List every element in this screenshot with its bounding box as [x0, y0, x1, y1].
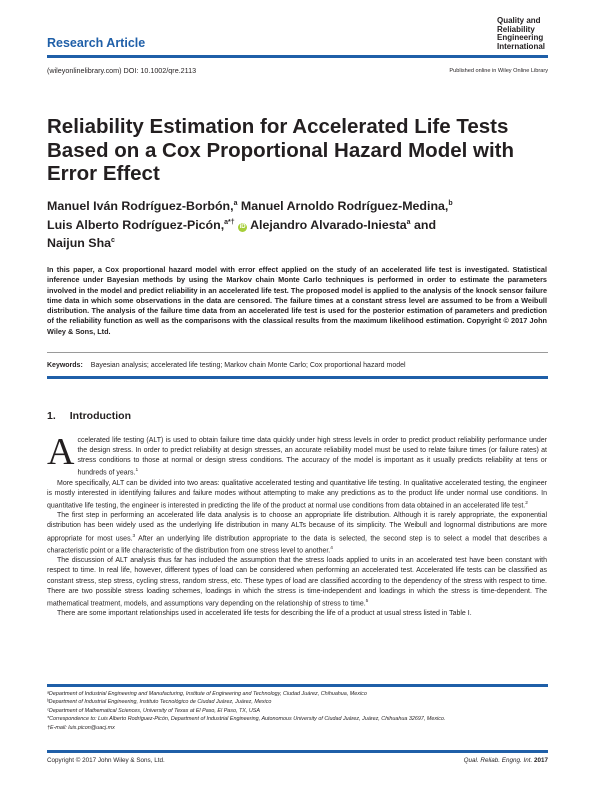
- reference-mark[interactable]: 5: [365, 598, 369, 604]
- reference-mark[interactable]: 2: [525, 500, 528, 506]
- journal-citation: Qual. Reliab. Engng. Int.: [463, 757, 533, 764]
- drop-cap: A: [47, 431, 75, 473]
- paragraph: [47, 511, 547, 556]
- footnote: ᵃDepartment of Industrial Engineering and Manufacturing, Institute of Engineering and Technology, Ciudad Juárez, Chihuahua, Mexico: [47, 691, 367, 697]
- reference-mark[interactable]: 3: [132, 533, 136, 539]
- journal-name-line: Quality and: [497, 16, 541, 25]
- affiliation-footnotes: [47, 690, 547, 732]
- paragraph: [47, 556, 547, 609]
- author-affiliation-mark: c: [111, 237, 115, 245]
- footnote-rule: [47, 684, 548, 687]
- journal-name-line: International: [497, 41, 546, 51]
- author-name: Naijun Sha: [47, 236, 112, 251]
- footnote: ᶜDepartment of Mathematical Sciences, University of Texas at El Paso, El Paso, TX, USA: [47, 707, 260, 714]
- author-name: Alejandro Alvarado-Iniesta: [250, 217, 407, 232]
- author-affiliation-mark: a*†: [224, 218, 235, 226]
- author-affiliation-mark: a: [406, 218, 411, 226]
- keywords-top-rule: [47, 352, 548, 353]
- paragraph-text: The discussion of ALT analysis thus far has included the assumption that the stress loads applied to units in an accelerated test have been constant with respect to time. In real life, however, different types of load can be considered when performing an accelerated test. Accelerated life tests can be classified as constant stress, step stress, cycling stress, random stress, etc. These types of load are classified according to the dependency of the stress with respect to time. There are two possible stress loading schemes, loadings in which the stress is time-independent and loadings in which the stress is time-dependent. The mathematical treatment, models, and assumptions vary depending on the relationship of stress to time.: [47, 557, 547, 608]
- section-heading: [47, 410, 131, 422]
- keywords-label: Keywords:: [47, 362, 83, 369]
- author-affiliation-mark: a: [233, 200, 238, 207]
- paragraph-text: More specifically, ALT can be divided into two areas: qualitative accelerated testing and quantitative life testing. In qualitative accelerated testing, the engineer is mostly interested in identifying failures and failure modes without attempting to make any predictions as to the product life under normal use conditions. In quantitative life testing, the engineer is interested in predicting the life of the product at normal use conditions from data obtained in an accelerated life test.: [47, 479, 547, 510]
- footnote[interactable]: †E-mail: luis.picon@uacj.mx: [47, 724, 115, 731]
- reference-mark[interactable]: 1: [135, 468, 139, 474]
- paragraph: [47, 479, 547, 512]
- article-type: Research Article: [47, 36, 146, 50]
- header-rule: [47, 55, 548, 58]
- author-list: [47, 196, 557, 252]
- paper-title: Reliability Estimation for Accelerated Life Tests Based on a Cox Proportional Hazard Model with Error Effect: [47, 115, 514, 185]
- author-affiliation-mark: b: [448, 200, 453, 207]
- paragraph: [47, 431, 547, 479]
- paragraph-text: There are some important relationships used in accelerated life tests for describing the life of a product at usual stress listed in Table I.: [57, 610, 472, 618]
- journal-name-line: Engineering: [497, 33, 544, 43]
- footnote: *Correspondence to: Luis Alberto Rodríguez-Picón, Department of Industrial Engineering, Autonomous University of Ciudad Juárez, Juárez, Chihuahua 32697, Mexico.: [47, 716, 446, 723]
- author-conjunction: and: [414, 217, 437, 232]
- journal-name: [497, 17, 545, 51]
- footer-rule: [47, 750, 548, 753]
- paragraph: [47, 609, 547, 619]
- section-number: 1.: [47, 410, 56, 422]
- section-title: Introduction: [69, 410, 132, 422]
- paragraph-text: After an underlying life distribution appropriate to the data is selected, the second step is to select a model that describes a characteristic point or a life characteristic of the distribution from one stress level to another.: [47, 534, 547, 555]
- footnote: ᵇDepartment of Industrial Engineering, Instituto Tecnológico de Ciudad Juárez, Juárez, Mexico: [47, 699, 272, 706]
- orcid-icon[interactable]: iD: [239, 223, 246, 230]
- footer-copyright: Copyright © 2017 John Wiley & Sons, Ltd.: [47, 757, 165, 764]
- keywords: [47, 362, 406, 369]
- body-text: [47, 431, 547, 619]
- keywords-text: Bayesian analysis; accelerated life testing; Markov chain Monte Carlo; Cox proportional hazard model: [90, 362, 406, 369]
- published-online: Published online in Wiley Online Library: [449, 68, 548, 74]
- doi[interactable]: (wileyonlinelibrary.com) DOI: 10.1002/qre.2113: [47, 66, 197, 75]
- abstract: In this paper, a Cox proportional hazard model with error effect applied on the study of an accelerated life test is investigated. Statistical inference under Bayesian methods by using the Markov chain Monte Carlo techniques is performed in order to estimate the parameters involved in the model and predict reliability in an accelerated life test. The proposed model is applied to the analysis of the knock sensor failure time data in which some observations in the data are censored. The failure times at a constant stress level are assumed to be from a Weibull distribution. The analysis of the failure time data from an accelerated life test is used for the posterior estimation of parameters and prediction of the reliability function as well as the comparisons with the classical results from the maximum likelihood estimation. Copyright © 2017 John Wiley & Sons, Ltd.: [47, 265, 547, 336]
- reference-mark[interactable]: 4: [330, 545, 333, 551]
- paragraph-text: ccelerated life testing (ALT) is used to obtain failure time data quickly under high stress levels in order to predict product reliability performance under the design stress. In order to predict reliability at design stresses, an accurate reliability model must be used to relate failure times (or failure rates) at stress conditions to those at normal or design stress conditions. The accuracy of the model is important as it usually predicts reliability at tens or hundreds of years.: [77, 437, 547, 477]
- author-name: Manuel Arnoldo Rodríguez-Medina,: [240, 199, 449, 214]
- author-name: Manuel Iván Rodríguez-Borbón,: [47, 199, 234, 214]
- paragraph-text: The first step in performing an accelerated life data analysis is to choose an appropriate life distribution. Although it is rarely appropriate, the exponential distribution has been widely used as the underlying life distribution in many ALTs because of its simplicity. The Weibull and lognormal distributions are more appropriate for most uses.: [47, 512, 547, 542]
- citation-year: 2017: [533, 757, 548, 764]
- footer-citation: [464, 757, 548, 764]
- journal-name-line: Reliability: [497, 24, 535, 34]
- author-name: Luis Alberto Rodríguez-Picón,: [47, 217, 225, 232]
- abstract-bottom-rule: [47, 376, 548, 379]
